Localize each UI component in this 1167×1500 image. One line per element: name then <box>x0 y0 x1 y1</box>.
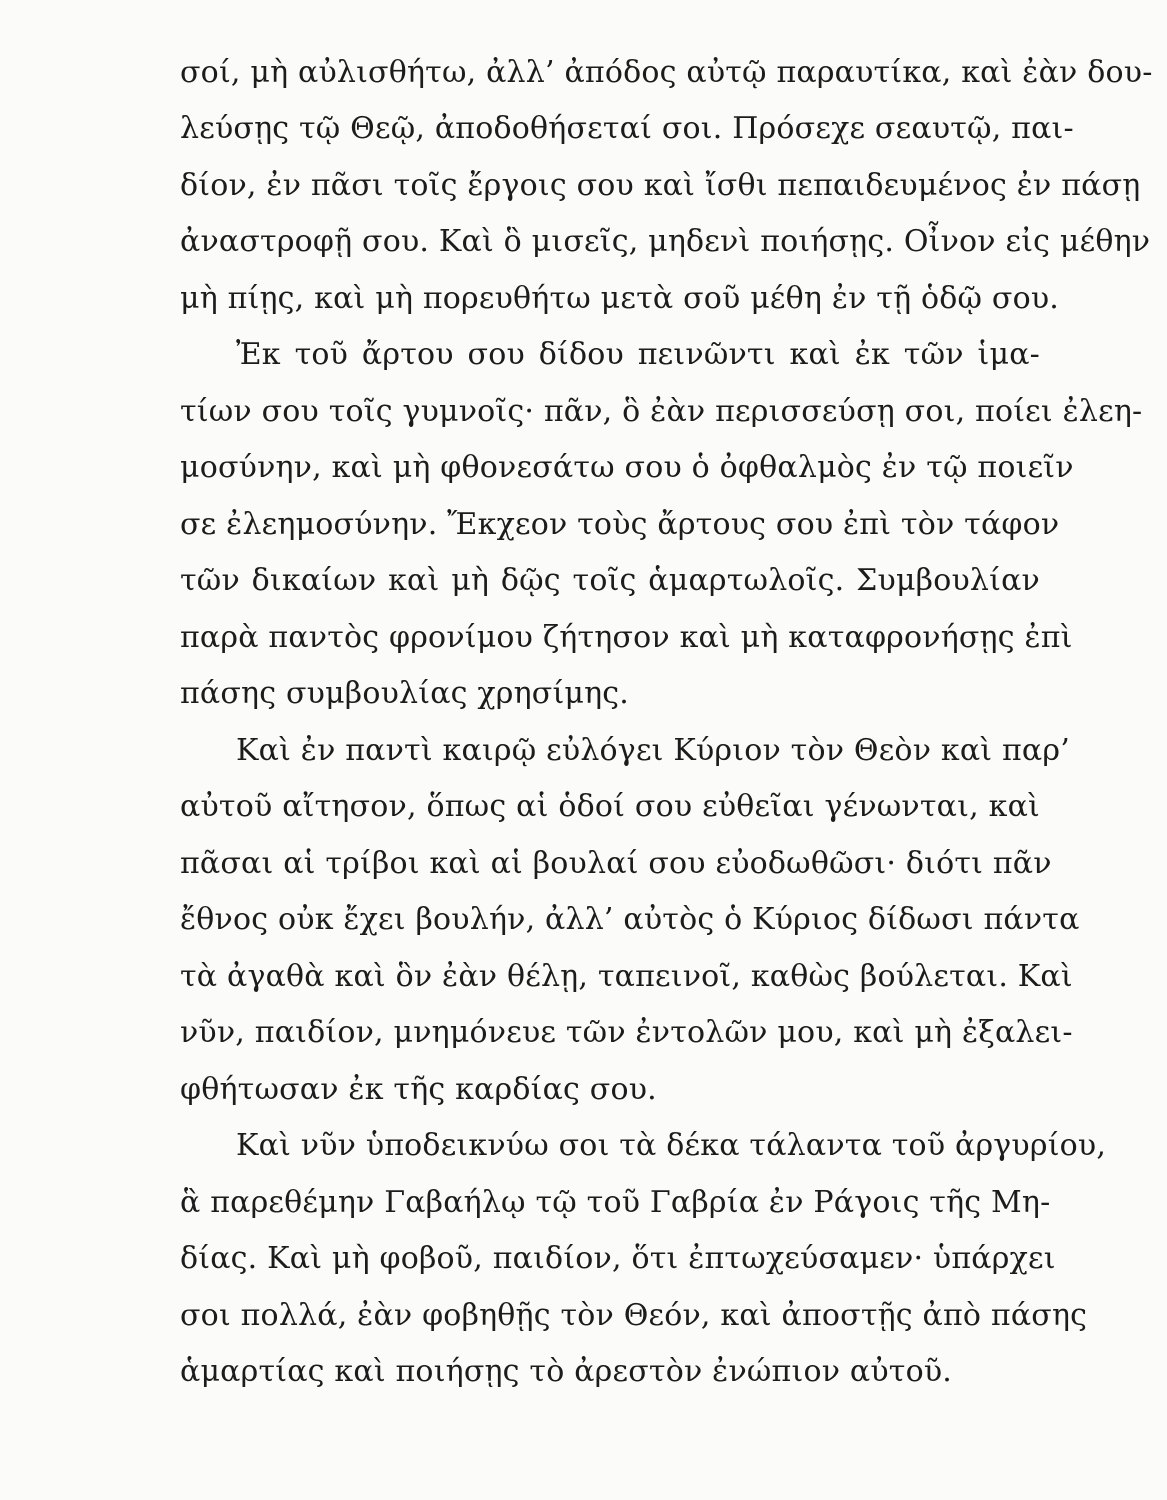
text-line: δίον, ἐν πᾶσι τοῖς ἔργοις σου καὶ ἴσθι πεπαιδευμένος ἐν πάσῃ <box>180 168 1141 203</box>
text-line: σε ἐλεημοσύνην. Ἔκχεον τοὺς ἄρτους σου ἐπὶ τὸν τάφον <box>180 507 1060 542</box>
text-line: δίας. Καὶ μὴ φοβοῦ, παιδίον, ὅτι ἐπτωχεύσαμεν· ὑπάρχει <box>180 1241 1056 1276</box>
text-line: τίων σου τοῖς γυμνοῖς· πᾶν, ὃ ἐὰν περισσεύσῃ σοι, ποίει ἐλεη- <box>180 394 1143 429</box>
text-line: τὰ ἀγαθὰ καὶ ὃν ἐὰν θέλῃ, ταπεινοῖ, καθὼς βούλεται. Καὶ <box>180 959 1073 994</box>
text-line: μὴ πίῃς, καὶ μὴ πορευθήτω μετὰ σοῦ μέθη ἐν τῇ ὁδῷ σου. <box>180 281 1060 316</box>
text-line: ἔθνος οὐκ ἔχει βουλήν, ἀλλ’ αὐτὸς ὁ Κύριος δίδωσι πάντα <box>180 902 1080 937</box>
text-line: ἀναστροφῇ σου. Καὶ ὃ μισεῖς, μηδενὶ ποιήσῃς. Οἶνον εἰς μέθην <box>180 224 1151 259</box>
text-line: μοσύνην, καὶ μὴ φθονεσάτω σου ὁ ὀφθαλμὸς ἐν τῷ ποιεῖν <box>180 450 1074 485</box>
text-line: φθήτωσαν ἐκ τῆς καρδίας σου. <box>180 1072 657 1107</box>
text-line: σοί, μὴ αὐλισθήτω, ἀλλ’ ἀπόδος αὐτῷ παραυτίκα, καὶ ἐὰν δου- <box>180 55 1153 90</box>
text-line: τῶν δικαίων καὶ μὴ δῷς τοῖς ἁμαρτωλοῖς. Συμβουλίαν <box>180 563 1040 598</box>
text-line: Καὶ ἐν παντὶ καιρῷ εὐλόγει Κύριον τὸν Θεὸν καὶ παρ’ <box>236 733 1070 768</box>
text-line: αὐτοῦ αἴτησον, ὅπως αἱ ὁδοί σου εὐθεῖαι γένωνται, καὶ <box>180 789 1040 824</box>
text-line: ἃ παρεθέμην Γαβαήλῳ τῷ τοῦ Γαβρία ἐν Ράγοις τῆς Μη- <box>180 1185 1051 1220</box>
text-line: νῦν, παιδίον, μνημόνευε τῶν ἐντολῶν μου, καὶ μὴ ἐξαλει- <box>180 1015 1073 1050</box>
text-line: παρὰ παντὸς φρονίμου ζήτησον καὶ μὴ καταφρονήσῃς ἐπὶ <box>180 620 1073 655</box>
text-line: πᾶσαι αἱ τρίβοι καὶ αἱ βουλαί σου εὐοδωθῶσι· διότι πᾶν <box>180 846 1052 881</box>
text-line: Καὶ νῦν ὑποδεικνύω σοι τὰ δέκα τάλαντα τοῦ ἀργυρίου, <box>236 1128 1107 1163</box>
text-line: λεύσῃς τῷ Θεῷ, ἀποδοθήσεταί σοι. Πρόσεχε σεαυτῷ, παι- <box>180 111 1074 146</box>
text-line: Ἐκ τοῦ ἄρτου σου δίδου πεινῶντι καὶ ἐκ τῶν ἱμα- <box>236 337 1040 372</box>
text-line: ἁμαρτίας καὶ ποιήσῃς τὸ ἀρεστὸν ἐνώπιον αὐτοῦ. <box>180 1354 953 1389</box>
text-line: σοι πολλά, ἐὰν φοβηθῇς τὸν Θεόν, καὶ ἀποστῇς ἀπὸ πάσης <box>180 1298 1088 1333</box>
text-line: πάσης συμβουλίας χρησίμης. <box>180 676 630 711</box>
